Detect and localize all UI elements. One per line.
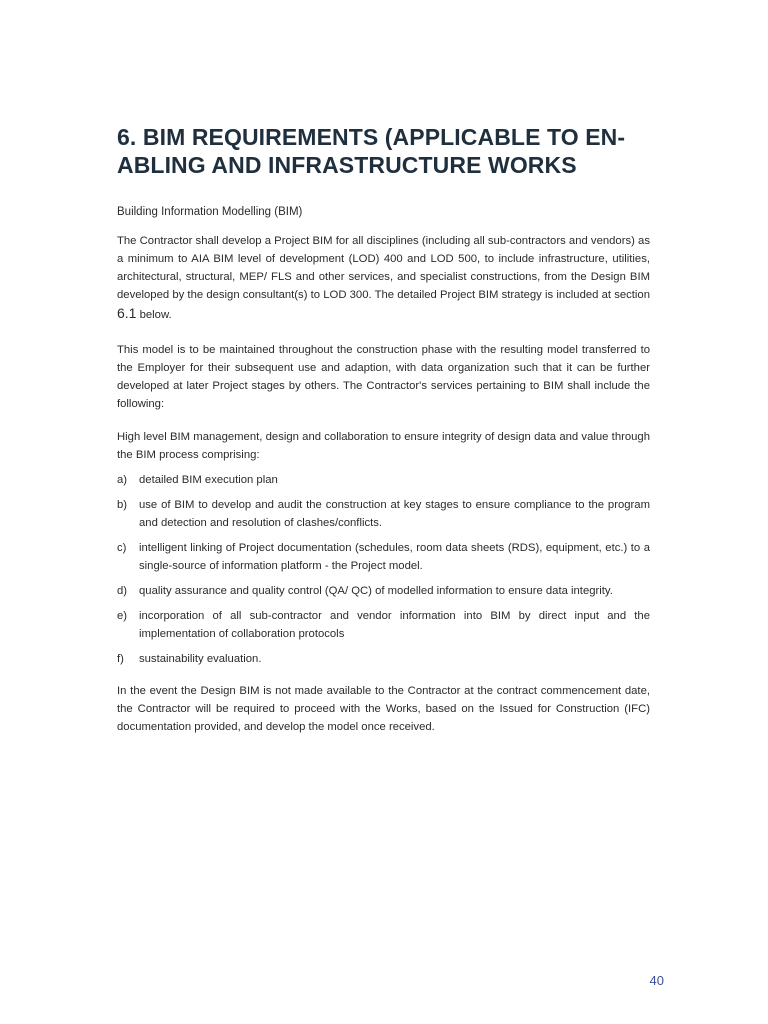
- section-heading-line-1: 6. BIM REQUIREMENTS (APPLICABLE TO EN-: [117, 124, 626, 150]
- section-reference: 6.1: [117, 305, 137, 321]
- section-heading: [117, 123, 657, 179]
- list-item: [117, 496, 650, 532]
- list-marker: b): [117, 499, 128, 511]
- list-item-text: intelligent linking of Project documentation (schedules, room data sheets (RDS), equipment, etc.) to a single-source of information platform - the Project model.: [139, 542, 650, 572]
- bim-process-list: [117, 471, 650, 668]
- paragraph-bim-management: High level BIM management, design and collaboration to ensure integrity of design data and value through the BIM process comprising:: [117, 431, 650, 461]
- paragraph-project-bim-suffix: below.: [136, 309, 172, 321]
- list-marker: c): [117, 542, 127, 554]
- list-item-text: detailed BIM execution plan: [139, 474, 278, 486]
- list-item: [117, 607, 650, 643]
- list-item-text: quality assurance and quality control (QA/ QC) of modelled information to ensure data integrity.: [139, 585, 613, 597]
- section-heading-line-2: ABLING AND INFRASTRUCTURE WORKS: [117, 152, 577, 178]
- list-marker: e): [117, 610, 128, 622]
- list-item: [117, 650, 650, 668]
- list-item: [117, 582, 650, 600]
- list-item-text: sustainability evaluation.: [139, 653, 262, 665]
- paragraph-design-bim-unavailable: In the event the Design BIM is not made available to the Contractor at the contract commencement date, the Contractor will be required to proceed with the Works, based on the Issued for Construction (IFC) documentation provided, and develop the model once received.: [117, 685, 650, 733]
- paragraph-model-maintenance: This model is to be maintained throughout the construction phase with the resulting model transferred to the Employer for their subsequent use and adaption, with data organization such that it can be further developed at later Project stages by others. The Contractor's services pertaining to BIM shall include the following:: [117, 344, 650, 410]
- subsection-title: Building Information Modelling (BIM): [117, 206, 303, 218]
- body-text: [117, 232, 650, 736]
- list-item: [117, 471, 650, 489]
- page-number: 40: [649, 973, 664, 988]
- list-item-text: use of BIM to develop and audit the construction at key stages to ensure compliance to the program and detection and resolution of clashes/conflicts.: [139, 499, 650, 529]
- list-marker: f): [117, 653, 124, 665]
- list-marker: d): [117, 585, 128, 597]
- list-item: [117, 539, 650, 575]
- paragraph-project-bim-text: The Contractor shall develop a Project BIM for all disciplines (including all sub-contractors and vendors) as a minimum to AIA BIM level of development (LOD) 400 and LOD 500, to include infrastructure, utilities, architectural, structural, MEP/ FLS and other services, and specialist constructions, from the Design BIM developed by the design consultant(s) to LOD 300. The detailed Project BIM strategy is included at section: [117, 235, 650, 301]
- list-marker: a): [117, 474, 128, 486]
- paragraph-project-bim: [117, 232, 650, 324]
- list-item-text: incorporation of all sub-contractor and vendor information into BIM by direct input and the implementation of collaboration protocols: [139, 610, 650, 640]
